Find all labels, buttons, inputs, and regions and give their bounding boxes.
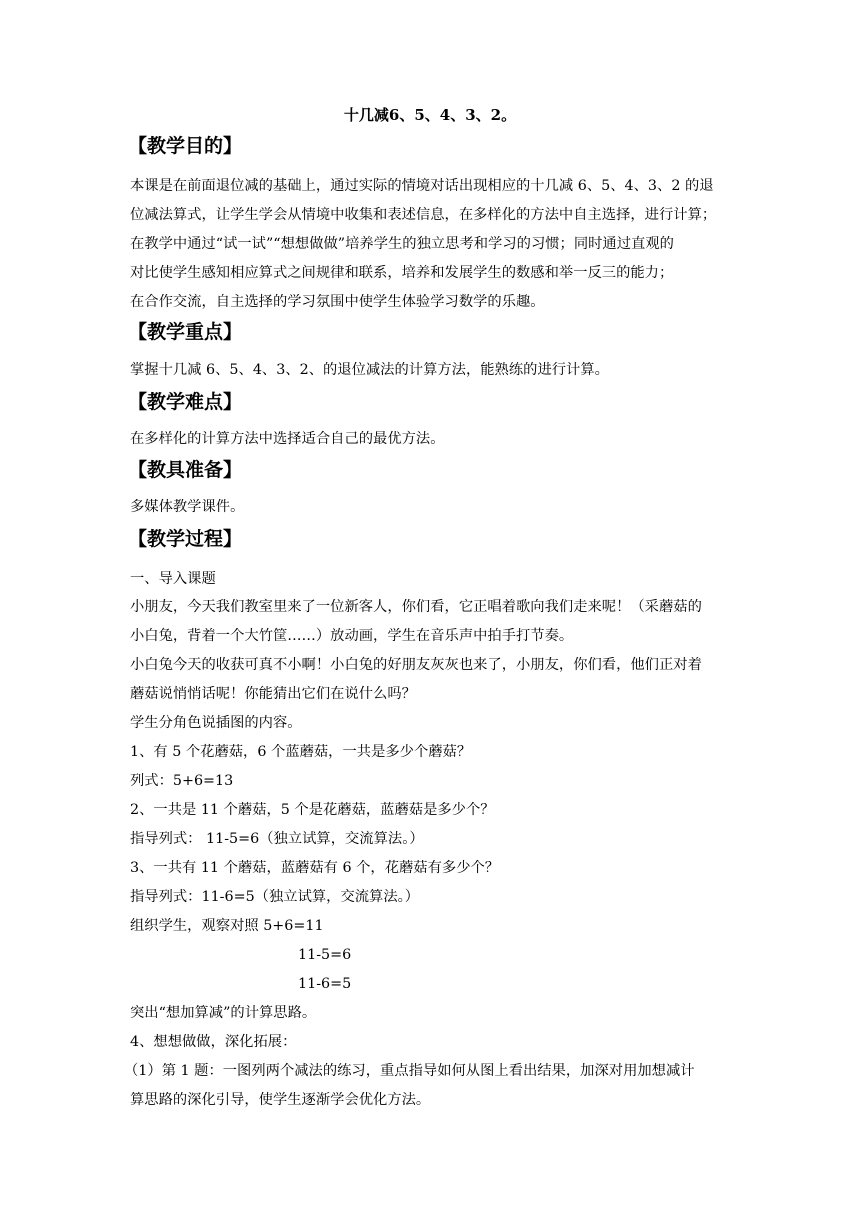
section-heading-key-points: 【教学重点】 [128, 321, 243, 343]
equation-line: 11-6=5 [298, 976, 352, 992]
section-heading-purpose: 【教学目的】 [128, 135, 243, 157]
paragraph-line: 掌握十几减 6、5、4、3、2、的退位减法的计算方法，能熟练的进行计算。 [130, 362, 609, 378]
paragraph-line: 学生分角色说插图的内容。 [130, 715, 302, 731]
paragraph-line: 在合作交流，自主选择的学习氛围中使学生体验学习数学的乐趣。 [130, 294, 545, 310]
paragraph-line: 指导列式： 11-5=6（独立试算，交流算法。） [130, 831, 424, 847]
paragraph-line: 在多样化的计算方法中选择适合自己的最优方法。 [130, 431, 445, 447]
paragraph-line: 在教学中通过“试一试”“想想做做”培养学生的独立思考和学习的习惯；同时通过直观的 [130, 236, 674, 252]
paragraph-line: 列式：5+6=13 [130, 773, 234, 789]
paragraph-line: 指导列式：11-6=5（独立试算，交流算法。） [130, 889, 420, 905]
equation-line: 11-5=6 [298, 947, 352, 963]
paragraph-line: 本课是在前面退位减的基础上，通过实际的情境对话出现相应的十几减 6、5、4、3、2 的退 [130, 178, 714, 194]
paragraph-line: 位减法算式，让学生学会从情境中收集和表述信息，在多样化的方法中自主选择，进行计算； [130, 207, 717, 223]
paragraph-line: 2、一共是 11 个蘑菇，5 个是花蘑菇，蓝蘑菇是多少个？ [130, 802, 495, 818]
paragraph-line: 4、想想做做，深化拓展： [130, 1034, 297, 1050]
paragraph-line: 小白兔今天的收获可真不小啊！小白兔的好朋友灰灰也来了，小朋友，你们看，他们正对着 [130, 657, 702, 673]
paragraph-line: 组织学生，观察对照 5+6=11 [130, 918, 324, 934]
section-heading-process: 【教学过程】 [128, 528, 243, 550]
paragraph-line: （1）第 1 题：一图列两个减法的练习，重点指导如何从图上看出结果，加深对用加想减计 [124, 1063, 695, 1079]
paragraph-line: 3、一共有 11 个蘑菇，蓝蘑菇有 6 个，花蘑菇有多少个？ [130, 860, 500, 876]
paragraph-line: 小朋友，今天我们教室里来了一位新客人，你们看，它正唱着歌向我们走来呢！（采蘑菇的 [130, 599, 702, 615]
section-heading-materials: 【教具准备】 [128, 459, 243, 481]
section-heading-difficulties: 【教学难点】 [128, 391, 243, 413]
paragraph-line: 小白兔，背着一个大竹筐……）放动画，学生在音乐声中拍手打节奏。 [130, 628, 574, 644]
paragraph-line: 1、有 5 个花蘑菇，6 个蓝蘑菇，一共是多少个蘑菇？ [130, 744, 472, 760]
paragraph-line: 算思路的深化引导，使学生逐渐学会优化方法。 [130, 1092, 431, 1108]
paragraph-line: 突出“想加算减”的计算思路。 [130, 1005, 317, 1021]
paragraph-line: 蘑菇说悄悄话呢！你能猜出它们在说什么吗？ [130, 686, 416, 702]
paragraph-line: 对比使学生感知相应算式之间规律和联系，培养和发展学生的数感和举一反三的能力； [130, 265, 674, 281]
paragraph-line: 一、导入课题 [130, 571, 216, 587]
paragraph-line: 多媒体教学课件。 [130, 499, 245, 515]
document-title: 十几减6、5、4、3、2。 [343, 106, 517, 124]
